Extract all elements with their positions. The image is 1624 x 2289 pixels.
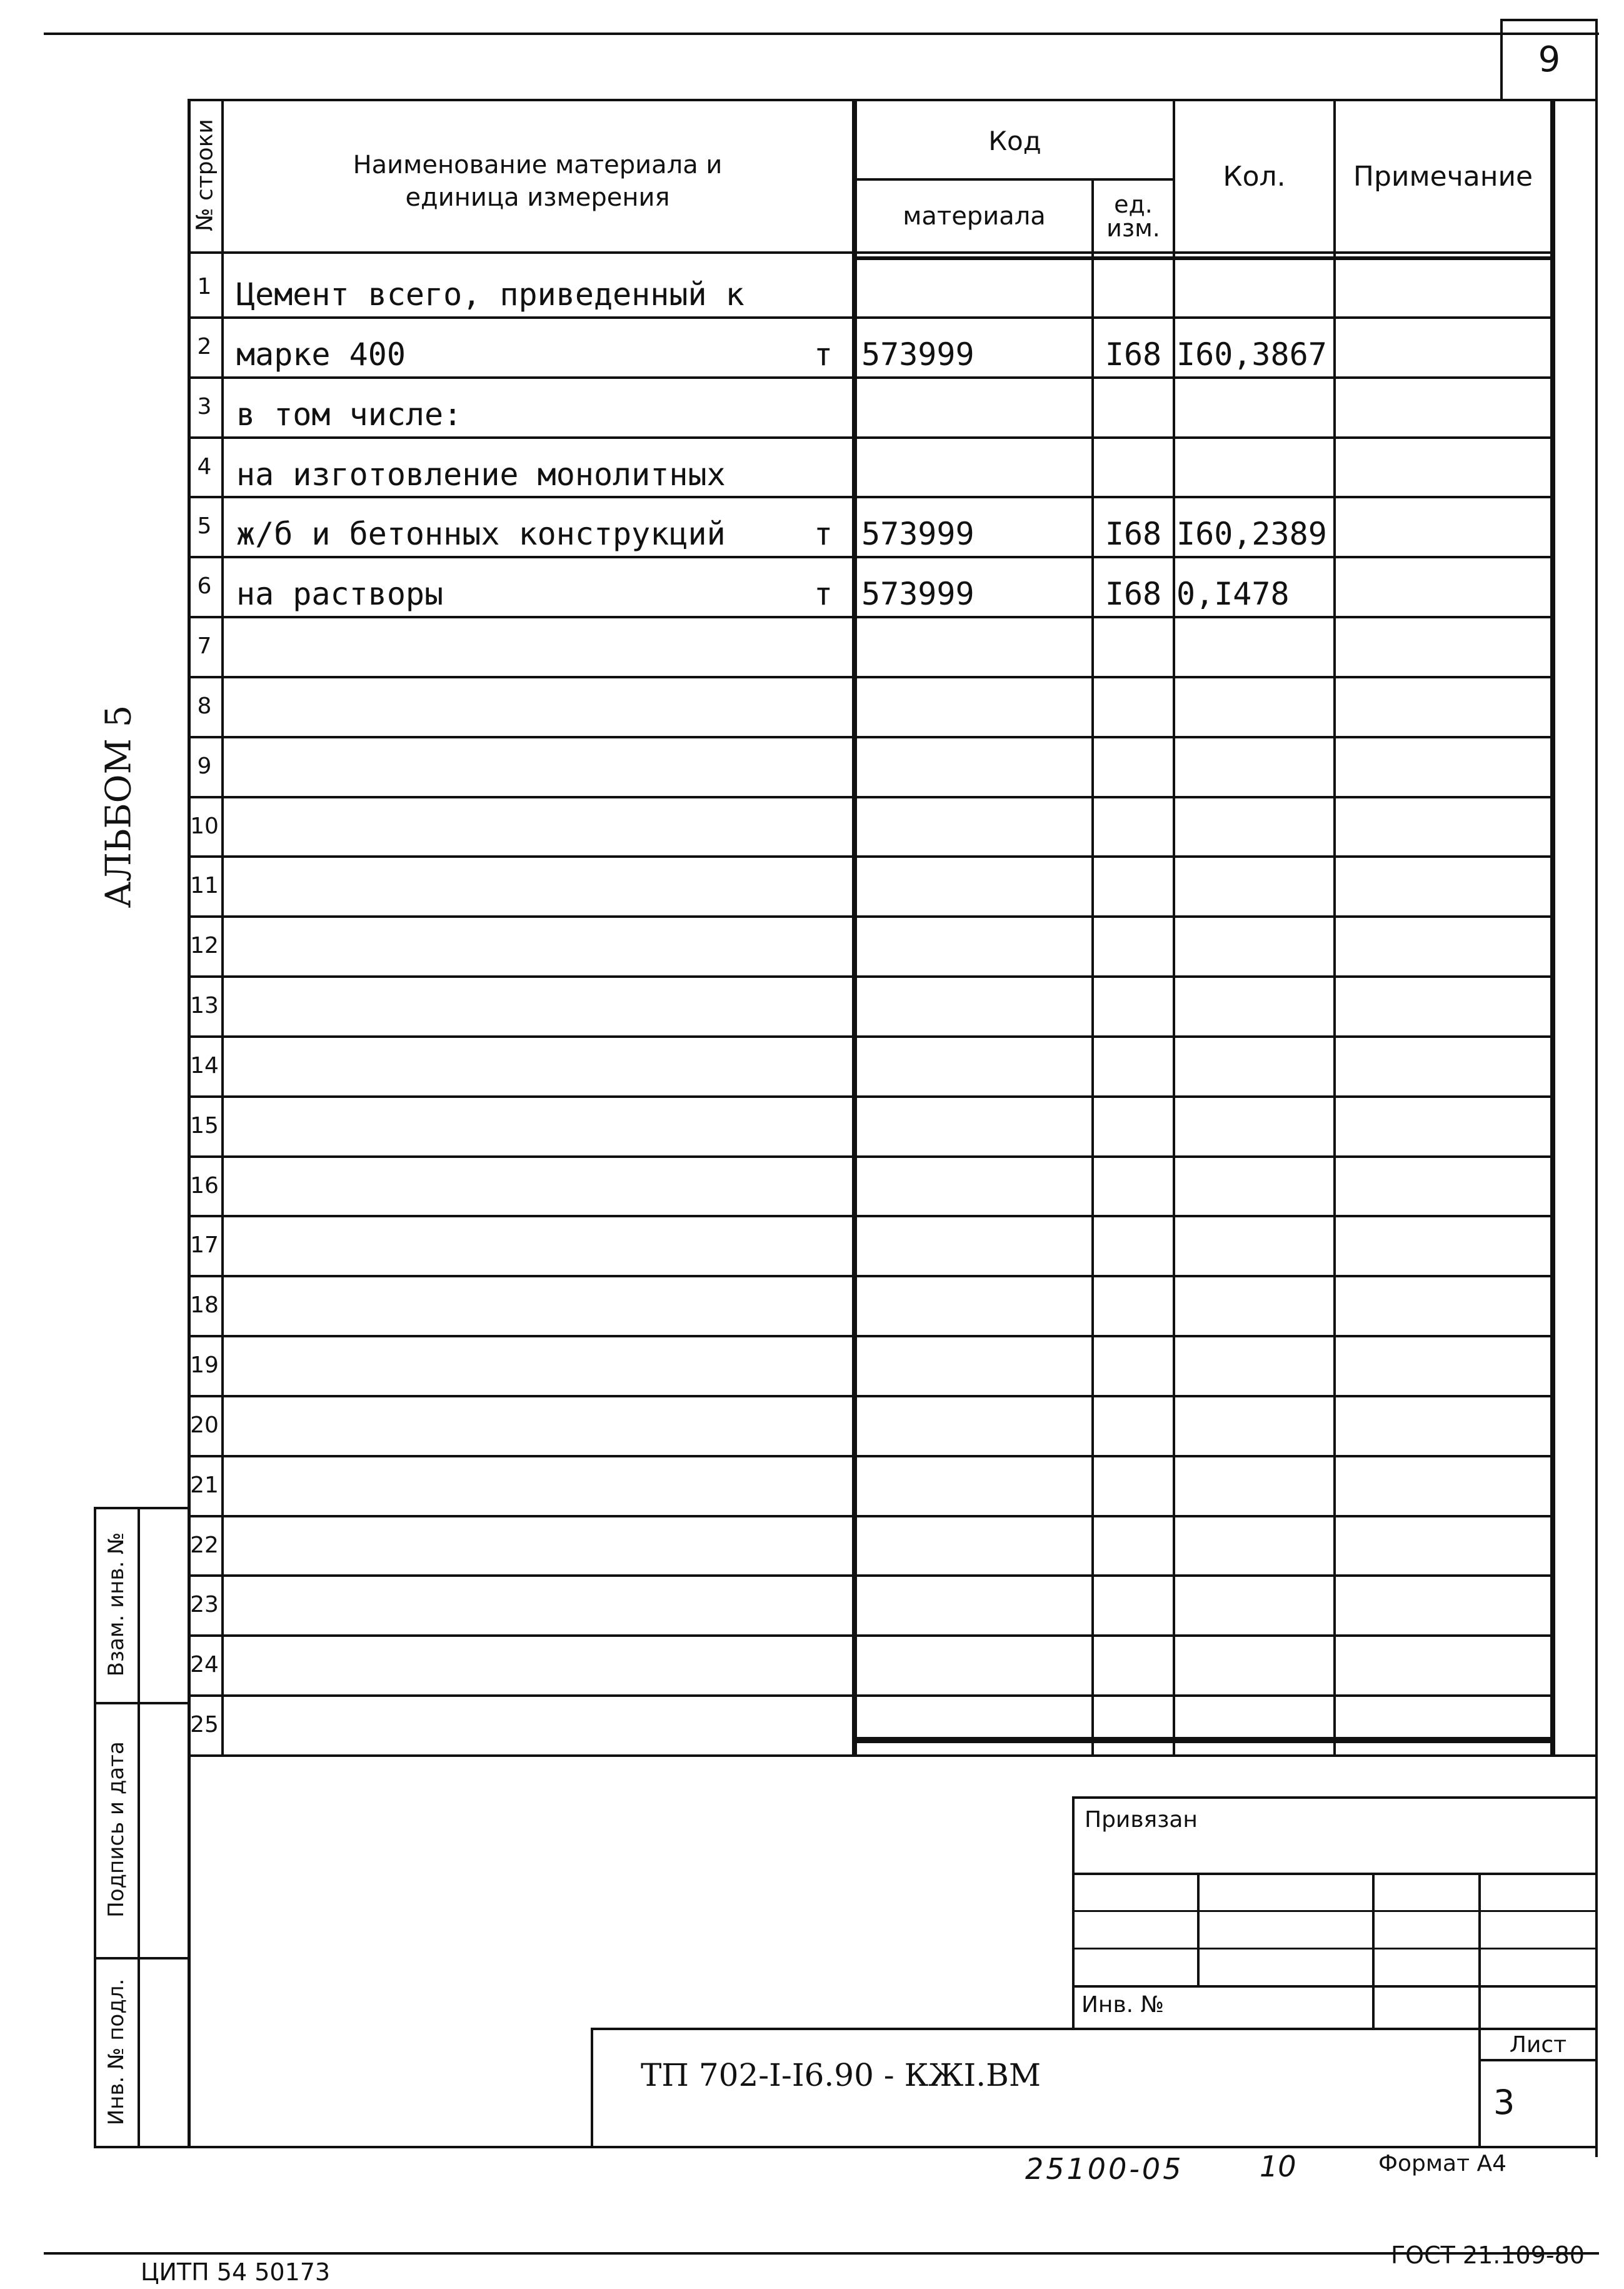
header-unit-code (1094, 183, 1173, 250)
unit-code (1095, 676, 1171, 736)
unit-label (801, 616, 845, 676)
stamp-inv-original: Инв. № подл. (104, 1978, 129, 2126)
material-code (861, 1455, 1086, 1515)
row-number: 1 (197, 273, 212, 299)
material-code (861, 616, 1086, 676)
unit-code: I68 (1105, 516, 1162, 552)
row-number: 21 (190, 1472, 219, 1498)
sheet-number: 3 (1493, 2082, 1515, 2122)
row-number: 2 (197, 333, 212, 360)
unit-code (1095, 736, 1171, 796)
header-unit-line2: изм. (1106, 214, 1160, 242)
row-number: 25 (190, 1711, 219, 1738)
unit-code (1095, 855, 1171, 915)
row-number: 7 (197, 633, 212, 659)
sheet-label: Лист (1509, 2032, 1567, 2058)
row-number: 15 (190, 1112, 219, 1139)
quantity-value (1176, 1335, 1333, 1395)
document-code: ТП 702-I-I6.90 - КЖI.ВМ (641, 2057, 1041, 2093)
unit-label: т (813, 576, 833, 612)
quantity-value (1176, 855, 1333, 915)
album-label: АЛЬБОМ 5 (98, 705, 139, 908)
unit-code (1095, 796, 1171, 856)
quantity-value (1176, 256, 1333, 316)
material-code (861, 1515, 1086, 1575)
unit-code (1095, 915, 1171, 975)
unit-code (1095, 1275, 1171, 1335)
material-code (861, 855, 1086, 915)
material-code (861, 1275, 1086, 1335)
unit-label (801, 1155, 845, 1215)
unit-label (801, 1574, 845, 1634)
material-name: Цемент всего, приведенный к (236, 276, 744, 313)
unit-code (1095, 1694, 1171, 1754)
unit-label: т (813, 336, 833, 373)
row-number: 22 (190, 1532, 219, 1558)
unit-label (801, 855, 845, 915)
unit-code (1095, 376, 1171, 436)
header-code: Код (988, 125, 1041, 156)
quantity-value (1176, 1095, 1333, 1155)
quantity-value: I60,3867 (1176, 336, 1327, 373)
material-name: марке 400 (236, 336, 406, 373)
header-name-line2: единица измерения (405, 183, 670, 212)
unit-code: I68 (1105, 336, 1162, 373)
row-number: 24 (190, 1651, 219, 1678)
order-number: 25100-05 (1025, 2152, 1184, 2186)
row-number: 18 (190, 1292, 219, 1318)
bound-to-label: Привязан (1085, 1807, 1198, 1833)
material-code: 573999 (861, 576, 975, 612)
material-code (861, 1694, 1086, 1754)
material-name (236, 975, 799, 1035)
row-number: 5 (197, 513, 212, 539)
material-name (236, 1694, 799, 1754)
material-name (236, 1215, 799, 1275)
material-name (236, 616, 799, 676)
material-name (236, 855, 799, 915)
quantity-value (1176, 1455, 1333, 1515)
quantity-value (1176, 1215, 1333, 1275)
quantity-value (1176, 1515, 1333, 1575)
quantity-value: 0,I478 (1176, 576, 1290, 612)
quantity-value (1176, 676, 1333, 736)
format-label: Формат А4 (1378, 2151, 1507, 2176)
quantity-value (1176, 1574, 1333, 1634)
header-name-line1: Наименование материала и (353, 151, 723, 179)
material-code (861, 676, 1086, 736)
material-code (861, 975, 1086, 1035)
unit-label (801, 975, 845, 1035)
quantity-value (1176, 1395, 1333, 1455)
unit-label (801, 915, 845, 975)
material-name (236, 1095, 799, 1155)
material-code (861, 796, 1086, 856)
header-note: Примечание (1353, 160, 1533, 193)
unit-code (1095, 1515, 1171, 1575)
material-name: ж/б и бетонных конструкций (236, 516, 726, 552)
unit-label (801, 256, 845, 316)
quantity-value: I60,2389 (1176, 516, 1327, 552)
material-name (236, 1395, 799, 1455)
unit-code (1095, 1634, 1171, 1694)
row-number: 23 (190, 1591, 219, 1617)
quantity-value (1176, 436, 1333, 496)
material-name (236, 736, 799, 796)
unit-code (1095, 1035, 1171, 1095)
material-name (236, 676, 799, 736)
row-number: 8 (197, 693, 212, 719)
unit-code (1095, 436, 1171, 496)
unit-code (1095, 1574, 1171, 1634)
quantity-value (1176, 915, 1333, 975)
unit-code: I68 (1105, 576, 1162, 612)
row-number: 9 (197, 753, 212, 779)
unit-label (801, 1455, 845, 1515)
row-number: 10 (190, 813, 219, 839)
unit-label (801, 1035, 845, 1095)
row-number: 12 (190, 932, 219, 958)
quantity-value (1176, 796, 1333, 856)
material-code (861, 1395, 1086, 1455)
unit-label (801, 1275, 845, 1335)
material-name (236, 1335, 799, 1395)
stamp-replaced-inv: Взам. инв. № (104, 1532, 129, 1677)
material-code (861, 1335, 1086, 1395)
material-code (861, 436, 1086, 496)
header-unit-line1: ед. (1114, 191, 1153, 218)
unit-label (801, 1215, 845, 1275)
unit-label (801, 1395, 845, 1455)
material-name: в том числе: (236, 396, 463, 433)
quantity-value (1176, 1694, 1333, 1754)
inv-no-label: Инв. № (1081, 1992, 1165, 2018)
unit-label (801, 1515, 845, 1575)
unit-label (801, 736, 845, 796)
material-code (861, 1574, 1086, 1634)
material-code (861, 256, 1086, 316)
unit-label (801, 1694, 845, 1754)
material-code: 573999 (861, 336, 975, 373)
unit-code (1095, 1335, 1171, 1395)
quantity-value (1176, 1155, 1333, 1215)
unit-code (1095, 1215, 1171, 1275)
material-name (236, 1035, 799, 1095)
unit-label (801, 436, 845, 496)
row-number: 11 (190, 872, 219, 898)
material-code: 573999 (861, 516, 975, 552)
unit-code (1095, 975, 1171, 1035)
material-name: на растворы (236, 576, 444, 612)
unit-label: т (813, 516, 833, 552)
material-code (861, 1634, 1086, 1694)
row-number: 4 (197, 453, 212, 480)
row-number: 17 (190, 1232, 219, 1258)
row-number: 13 (190, 992, 219, 1019)
material-code (861, 1155, 1086, 1215)
row-number: 16 (190, 1172, 219, 1199)
quantity-value (1176, 736, 1333, 796)
quantity-value (1176, 975, 1333, 1035)
material-code (861, 1095, 1086, 1155)
header-name (225, 144, 850, 219)
unit-code (1095, 616, 1171, 676)
row-number: 14 (190, 1052, 219, 1079)
material-code (861, 376, 1086, 436)
quantity-value (1176, 1634, 1333, 1694)
unit-label (801, 676, 845, 736)
unit-code (1095, 1095, 1171, 1155)
material-name (236, 1515, 799, 1575)
copy-number: 10 (1260, 2150, 1296, 2183)
standard-ref: ГОСТ 21.109-80 (1391, 2241, 1585, 2269)
row-number: 3 (197, 393, 212, 420)
unit-label (801, 1095, 845, 1155)
material-name (236, 1455, 799, 1515)
quantity-value (1176, 1275, 1333, 1335)
quantity-value (1176, 1035, 1333, 1095)
row-number: 19 (190, 1352, 219, 1378)
publisher: ЦИТП 54 50173 (141, 2258, 331, 2286)
material-code (861, 915, 1086, 975)
unit-code (1095, 1455, 1171, 1515)
unit-code (1095, 1395, 1171, 1455)
material-name (236, 1275, 799, 1335)
unit-label (801, 796, 845, 856)
material-name (236, 1634, 799, 1694)
material-name (236, 915, 799, 975)
material-name: на изготовление монолитных (236, 456, 726, 493)
header-material-code: материала (903, 202, 1046, 231)
material-name (236, 1574, 799, 1634)
row-number: 6 (197, 573, 212, 599)
unit-label (801, 376, 845, 436)
stamp-signature-date: Подпись и дата (104, 1741, 129, 1918)
material-name (236, 1155, 799, 1215)
quantity-value (1176, 376, 1333, 436)
material-name (236, 796, 799, 856)
page-number: 9 (1538, 39, 1561, 80)
unit-label (801, 1634, 845, 1694)
row-number: 20 (190, 1412, 219, 1438)
unit-code (1095, 256, 1171, 316)
material-code (861, 736, 1086, 796)
unit-label (801, 1335, 845, 1395)
unit-code (1095, 1155, 1171, 1215)
quantity-value (1176, 616, 1333, 676)
material-code (861, 1035, 1086, 1095)
header-quantity: Кол. (1223, 160, 1286, 193)
material-code (861, 1215, 1086, 1275)
header-row-number: № строки (192, 119, 218, 231)
